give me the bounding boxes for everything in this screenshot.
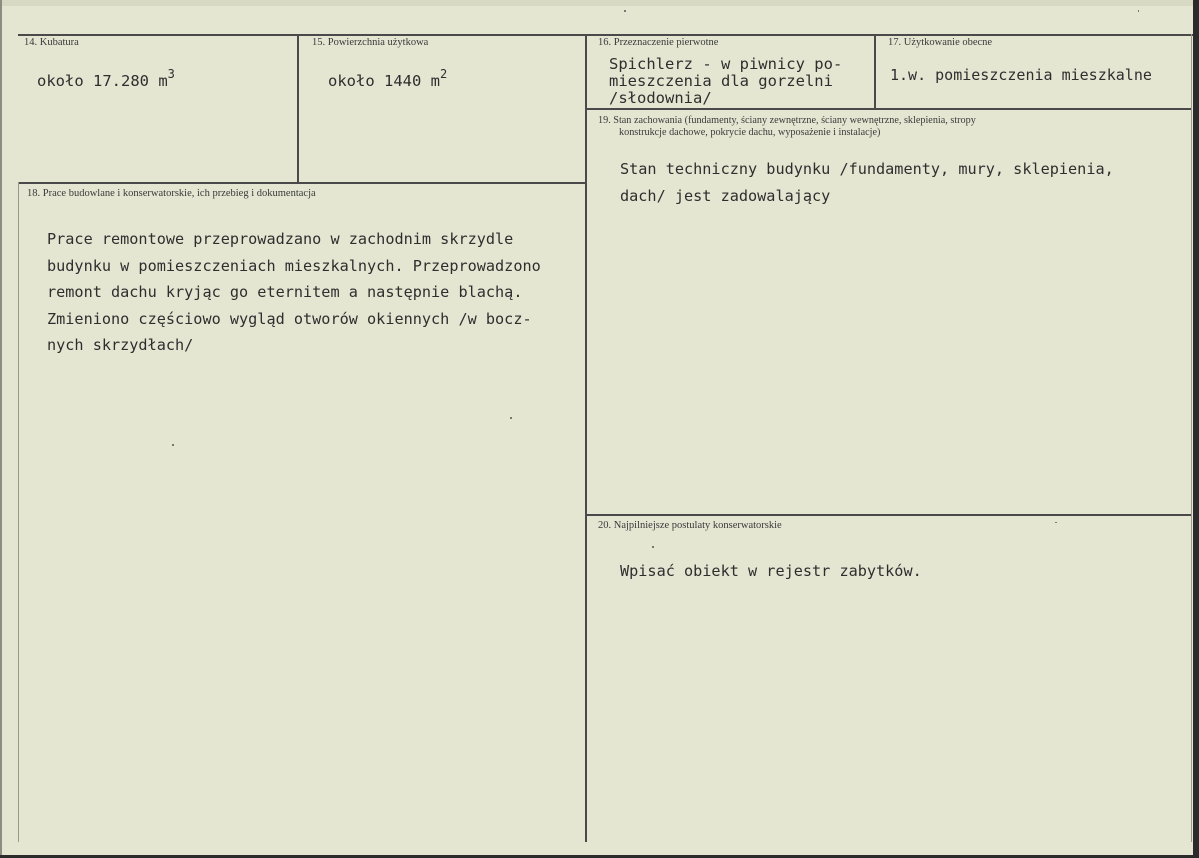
right-form-edge — [1191, 34, 1192, 842]
field-15-value-text: około 1440 m — [328, 72, 440, 90]
field-18-line: remont dachu kryjąc go eternitem a następnie blachą. — [47, 283, 523, 301]
field-20-label: 20. Najpilniejsze postulaty konserwatorskie — [598, 520, 782, 531]
field-19-value — [620, 156, 1114, 209]
field-14-value — [37, 67, 175, 90]
scan-speck — [1138, 10, 1139, 12]
sheet-left-edge — [0, 0, 2, 858]
field-19-label-line2: konstrukcje dachowe, pokrycie dachu, wyposażenie i instalacje) — [619, 127, 881, 138]
field-17-label: 17. Użytkowanie obecne — [888, 37, 993, 48]
divider-14-15 — [297, 34, 299, 182]
field-16-value — [609, 56, 842, 107]
field-16-label: 16. Przeznaczenie pierwotne — [598, 37, 719, 48]
field-18-label: 18. Prace budowlane i konserwatorskie, ich przebieg i dokumentacja — [27, 188, 316, 199]
field-15-label: 15. Powierzchnia użytkowa — [312, 37, 429, 48]
field-18-line: budynku w pomieszczeniach mieszkalnych. Przeprowadzono — [47, 256, 541, 275]
field-18-line: Zmieniono częściowo wygląd otworów okiennych /w bocz- — [47, 309, 532, 328]
field-20-value: Wpisać obiekt w rejestr zabytków. — [620, 562, 922, 580]
sheet-top-edge — [0, 0, 1199, 6]
divider-16-17 — [874, 34, 876, 109]
field-18-value — [47, 226, 541, 359]
scan-speck — [624, 10, 626, 12]
rule-above-20 — [586, 514, 1192, 516]
scan-speck — [510, 417, 512, 419]
field-14-value-text: około 17.280 m — [37, 72, 168, 90]
rule-under-16-17 — [586, 108, 1192, 110]
scan-speck — [1055, 522, 1057, 523]
top-rule — [18, 34, 1193, 36]
left-form-edge — [18, 182, 19, 842]
divider-main-column — [585, 34, 587, 842]
field-17-value: 1.w. pomieszczenia mieszkalne — [890, 66, 1152, 84]
field-19-line: dach/ jest zadowalający — [620, 186, 831, 205]
scan-speck — [172, 444, 174, 446]
field-15-unit-exponent: 2 — [439, 67, 448, 81]
scan-speck — [652, 546, 654, 548]
field-19-line: Stan techniczny budynku /fundamenty, mury, sklepienia, — [620, 160, 1114, 178]
field-18-line: nych skrzydłach/ — [47, 336, 194, 354]
field-16-line: mieszczenia dla gorzelni — [609, 72, 833, 90]
field-15-value — [328, 67, 448, 90]
field-14-unit-exponent: 3 — [167, 67, 175, 81]
field-16-line: Spichlerz - w piwnicy po- — [609, 55, 843, 73]
field-19-label-line1: 19. Stan zachowania (fundamenty, ściany zewnętrzne, ściany wewnętrzne, sklepienia, stropy — [598, 115, 976, 126]
field-14-label: 14. Kubatura — [24, 37, 79, 48]
scan-right-border — [1193, 0, 1199, 858]
field-16-line: /słodownia/ — [609, 89, 712, 107]
rule-under-14-15 — [18, 182, 586, 184]
field-18-line: Prace remontowe przeprowadzano w zachodnim skrzydle — [47, 230, 514, 248]
